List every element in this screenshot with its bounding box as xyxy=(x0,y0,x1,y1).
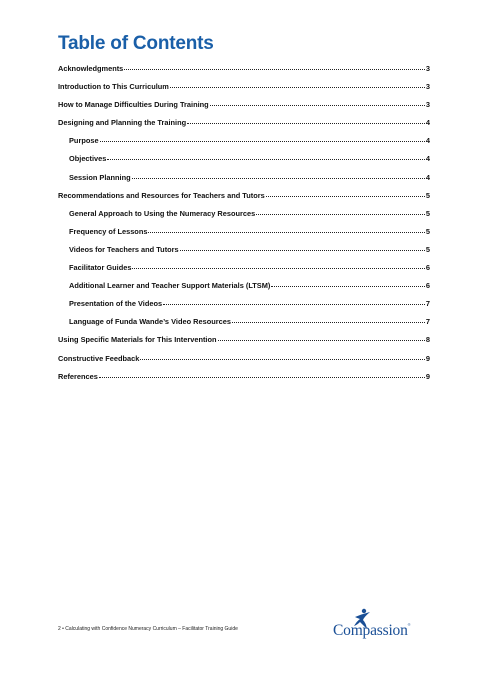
toc-entry-label: Objectives xyxy=(69,154,107,164)
toc-entry[interactable] xyxy=(58,136,430,154)
toc-entry-label: General Approach to Using the Numeracy Resources xyxy=(69,208,256,218)
toc-entry-page-number: 6 xyxy=(425,263,430,273)
toc-entry-page-number: 5 xyxy=(425,244,430,254)
toc-entry-page-number: 7 xyxy=(425,317,430,327)
toc-dot-leader xyxy=(187,122,425,124)
toc-entry-page-number: 3 xyxy=(425,100,430,110)
toc-entry-label: Using Specific Materials for This Intervention xyxy=(58,335,217,345)
toc-entry-page-number: 3 xyxy=(425,64,430,73)
toc-entry-label: Videos for Teachers and Tutors xyxy=(69,244,179,254)
toc-dot-leader xyxy=(140,358,425,360)
toc-entry[interactable] xyxy=(58,263,430,281)
toc-entry-page-number: 4 xyxy=(425,118,430,128)
toc-dot-leader xyxy=(232,321,425,323)
toc-entry[interactable] xyxy=(58,372,430,390)
toc-dot-leader xyxy=(132,177,425,179)
toc-entry-label: References xyxy=(58,371,98,381)
logo-wordmark: Compassion® xyxy=(333,622,411,639)
toc-entry-label: Recommendations and Resources for Teachers and Tutors xyxy=(58,190,265,200)
toc-entry-page-number: 5 xyxy=(425,190,430,200)
toc-entry[interactable] xyxy=(58,281,430,299)
toc-entry[interactable] xyxy=(58,82,430,100)
page-title: Table of Contents xyxy=(58,33,214,54)
toc-entry-label: Session Planning xyxy=(69,172,131,182)
toc-entry-label: Designing and Planning the Training xyxy=(58,118,187,128)
compassion-logo xyxy=(333,612,433,644)
toc-dot-leader xyxy=(148,231,424,233)
toc-dot-leader xyxy=(271,285,425,287)
toc-entry[interactable] xyxy=(58,100,430,118)
toc-entry-label: Facilitator Guides xyxy=(69,263,132,273)
toc-entry-label: Introduction to This Curriculum xyxy=(58,82,169,92)
toc-dot-leader xyxy=(132,267,424,269)
toc-dot-leader xyxy=(107,158,424,160)
toc-dot-leader xyxy=(100,140,425,142)
page-footer: 2 • Calculating with Confidence Numeracy Curriculum – Facilitator Training Guide xyxy=(58,626,238,632)
toc-entry[interactable] xyxy=(58,154,430,172)
toc-entry[interactable] xyxy=(58,335,430,353)
toc-entry[interactable] xyxy=(58,354,430,372)
toc-entry-label: Acknowledgments xyxy=(58,64,124,73)
toc-entry-page-number: 9 xyxy=(425,353,430,363)
toc-entry-page-number: 5 xyxy=(425,226,430,236)
toc-entry[interactable] xyxy=(58,118,430,136)
toc-entry-label: Presentation of the Videos xyxy=(69,299,163,309)
toc-entry-page-number: 3 xyxy=(425,82,430,92)
toc-entry[interactable] xyxy=(58,245,430,263)
toc-entry-page-number: 8 xyxy=(425,335,430,345)
toc-dot-leader xyxy=(266,195,425,197)
toc-entry-page-number: 6 xyxy=(425,281,430,291)
toc-entry[interactable] xyxy=(58,299,430,317)
toc-dot-leader xyxy=(163,303,425,305)
toc-entry[interactable] xyxy=(58,64,430,82)
toc-dot-leader xyxy=(170,86,425,88)
toc-dot-leader xyxy=(180,249,425,251)
toc-entry-page-number: 5 xyxy=(425,208,430,218)
toc-entry-page-number: 4 xyxy=(425,172,430,182)
toc-entry[interactable] xyxy=(58,227,430,245)
toc-dot-leader xyxy=(99,376,425,378)
toc-dot-leader xyxy=(218,339,425,341)
toc-entry-label: Additional Learner and Teacher Support Materials (LTSM) xyxy=(69,281,271,291)
toc-entry[interactable] xyxy=(58,191,430,209)
toc-entry-label: Language of Funda Wande’s Video Resources xyxy=(69,317,231,327)
toc-entry-label: Purpose xyxy=(69,136,99,146)
toc-entry-label: How to Manage Difficulties During Training xyxy=(58,100,209,110)
toc-entry-page-number: 4 xyxy=(425,136,430,146)
toc-dot-leader xyxy=(124,68,425,70)
toc-entry-page-number: 4 xyxy=(425,154,430,164)
toc-entry[interactable] xyxy=(58,173,430,191)
toc-entry-label: Constructive Feedback xyxy=(58,353,140,363)
toc-entry-label: Frequency of Lessons xyxy=(69,226,148,236)
toc-entry-page-number: 9 xyxy=(425,371,430,381)
toc-entry-page-number: 7 xyxy=(425,299,430,309)
toc-entry[interactable] xyxy=(58,209,430,227)
toc-list xyxy=(58,64,430,390)
toc-dot-leader xyxy=(256,213,425,215)
toc-entry[interactable] xyxy=(58,317,430,335)
toc-dot-leader xyxy=(210,104,425,106)
